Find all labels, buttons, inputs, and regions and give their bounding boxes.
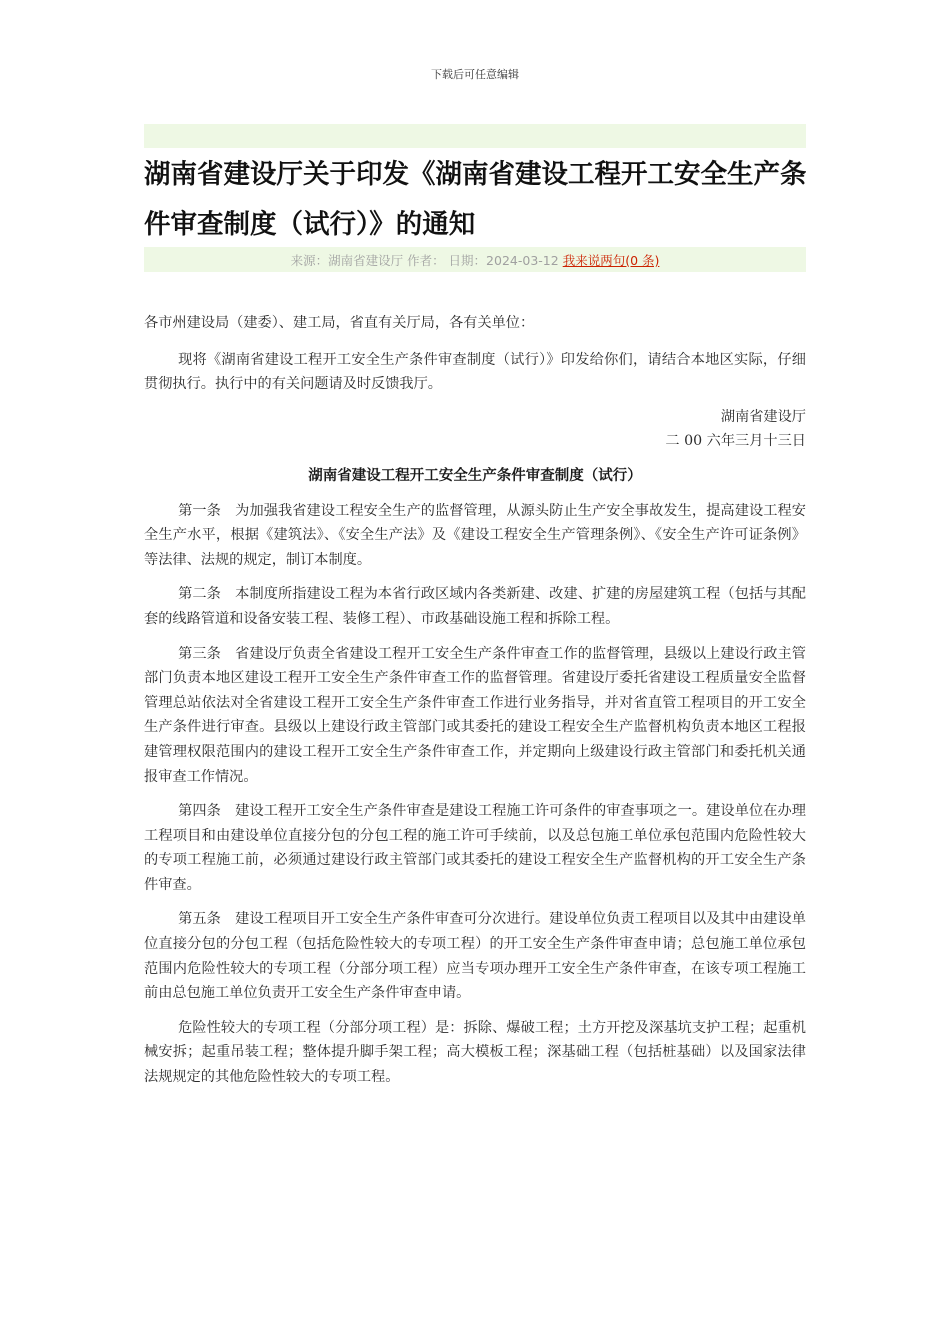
signature-date: 二 00 六年三月十三日 bbox=[665, 433, 806, 450]
download-note: 下载后可任意编辑 bbox=[431, 68, 519, 81]
article-4: 第四条 建设工程开工安全生产条件审查是建设工程施工许可条件的审查事项之一。建设单位在办理工程项目和由建设单位直接分包的分包工程的施工许可手续前，以及总包施工单位承包范围内危险性较大的专项工程施工前，必须通过建设行政主管部门或其委托的建设工程安全生产监督机构的开工安全生产条件审查。 bbox=[144, 803, 806, 893]
article-3: 第三条 省建设厅负责全省建设工程开工安全生产条件审查工作的监督管理，县级以上建设行政主管部门负责本地区建设工程开工安全生产条件审查工作的监督管理。省建设厅委托省建设工程质量安全监督管理总站依法对全省建设工程开工安全生产条件审查工作进行业务指导，并对省直管工程项目的开工安全生产条件进行审查。县级以上建设行政主管部门或其委托的建设工程安全生产监督机构负责本地区工程报建管理权限范围内的建设工程开工安全生产条件审查工作，并定期向上级建设行政主管部门和委托机关通报审查工作情况。 bbox=[144, 645, 806, 785]
notice-body: 现将《湖南省建设工程开工安全生产条件审查制度（试行）》印发给你们，请结合本地区实际，仔细贯彻执行。执行中的有关问题请及时反馈我厅。 bbox=[144, 351, 806, 393]
title-top-band bbox=[144, 124, 806, 148]
meta-source-date: 来源：湖南省建设厅 作者： 日期：2024-03-12 bbox=[290, 253, 559, 268]
article-5: 第五条 建设工程项目开工安全生产条件审查可分次进行。建设单位负责工程项目以及其中由建设单位直接分包的分包工程（包括危险性较大的专项工程）的开工安全生产条件审查申请；总包施工单位承包范围内危险性较大的专项工程（分部分项工程）应当专项办理开工安全生产条件审查，在该专项工程施工前由总包施工单位负责开工安全生产条件审查申请。 bbox=[144, 911, 806, 1002]
article-1: 第一条 为加强我省建设工程安全生产的监督管理，从源头防止生产安全事故发生，提高建设工程安全生产水平，根据《建筑法》、《安全生产法》及《建设工程安全生产管理条例》、《安全生产许可证条例》等法律、法规的规定，制订本制度。 bbox=[144, 502, 806, 568]
comment-link[interactable]: 我来说两句(0 条) bbox=[562, 253, 660, 268]
signature-org: 湖南省建设厅 bbox=[720, 408, 806, 425]
page-title: 湖南省建设厅关于印发《湖南省建设工程开工安全生产条件审查制度（试行）》的通知 bbox=[144, 159, 807, 240]
regulation-title: 湖南省建设工程开工安全生产条件审查制度（试行） bbox=[308, 467, 642, 484]
salutation: 各市州建设局（建委）、建工局，省直有关厅局，各有关单位： bbox=[144, 315, 535, 331]
article-2: 第二条 本制度所指建设工程为本省行政区域内各类新建、改建、扩建的房屋建筑工程（包括与其配套的线路管道和设备安装工程、装修工程）、市政基础设施工程和拆除工程。 bbox=[144, 586, 806, 627]
hazardous-works-paragraph: 危险性较大的专项工程（分部分项工程）是：拆除、爆破工程；土方开挖及深基坑支护工程；起重机械安拆；起重吊装工程；整体提升脚手架工程；高大模板工程；深基础工程（包括桩基础）以及国家法律法规规定的其他危险性较大的专项工程。 bbox=[144, 1019, 806, 1086]
article-body bbox=[144, 311, 806, 1090]
article-meta bbox=[144, 251, 806, 269]
